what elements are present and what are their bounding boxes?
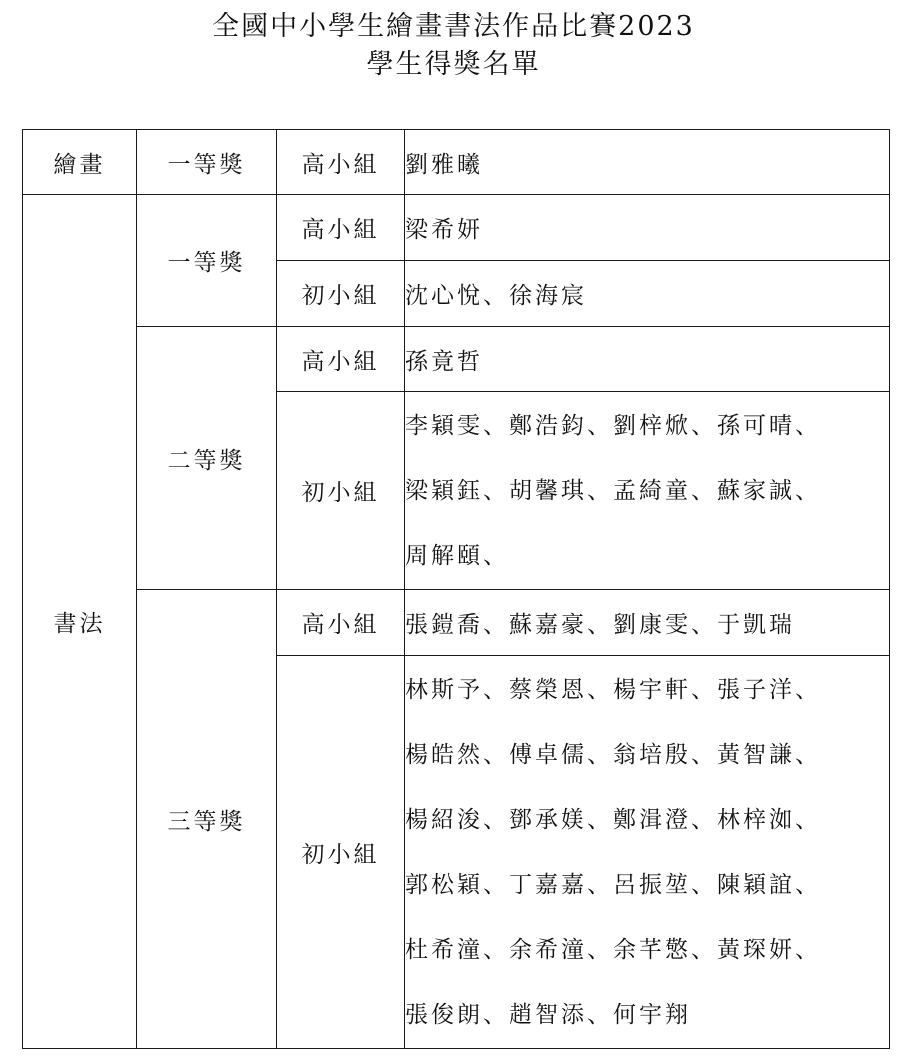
prize-calligraphy-second: 二等獎 <box>137 327 277 590</box>
name-line: 郭松穎、丁嘉嘉、呂振堃、陳穎誼、 <box>405 872 821 898</box>
table-row <box>23 590 890 656</box>
category-calligraphy: 書法 <box>23 195 137 1049</box>
table-row <box>23 130 890 195</box>
name-line: 梁穎鈺、胡馨琪、孟綺童、蘇家誠、 <box>405 478 821 504</box>
names-calligraphy-second-junior <box>405 392 890 590</box>
names-calligraphy-third-senior: 張鎧喬、蘇嘉豪、劉康雯、于凱瑞 <box>405 590 890 656</box>
table-row <box>23 195 890 261</box>
award-table <box>22 129 890 1049</box>
names-calligraphy-second-senior: 孫竟哲 <box>405 327 890 392</box>
name-line: 張俊朗、趙智添、何宇翔 <box>405 1002 691 1028</box>
category-painting: 繪畫 <box>23 130 137 195</box>
names-painting-first-senior: 劉雅曦 <box>405 130 890 195</box>
name-line: 周解頤、 <box>405 543 509 569</box>
group-calligraphy-second-junior: 初小組 <box>277 392 405 590</box>
group-calligraphy-second-senior: 高小組 <box>277 327 405 392</box>
names-calligraphy-third-junior <box>405 656 890 1049</box>
name-line: 林斯予、蔡榮恩、楊宇軒、張子洋、 <box>405 677 821 703</box>
group-calligraphy-first-senior: 高小組 <box>277 195 405 261</box>
names-calligraphy-first-senior: 梁希妍 <box>405 195 890 261</box>
group-calligraphy-first-junior: 初小組 <box>277 261 405 327</box>
name-line: 楊皓然、傅卓儒、翁培殷、黃智謙、 <box>405 742 821 768</box>
table-row <box>23 327 890 392</box>
names-calligraphy-first-junior: 沈心悅、徐海宸 <box>405 261 890 327</box>
prize-calligraphy-first: 一等獎 <box>137 195 277 327</box>
name-line: 楊紹浚、鄧承媄、鄭湒澄、林梓洳、 <box>405 807 821 833</box>
prize-painting-first: 一等獎 <box>137 130 277 195</box>
prize-calligraphy-third: 三等獎 <box>137 590 277 1049</box>
document-subtitle: 學生得獎名單 <box>366 49 541 80</box>
group-painting-senior: 高小組 <box>277 130 405 195</box>
name-line: 李穎雯、鄭浩鈞、劉梓焮、孫可晴、 <box>405 413 821 439</box>
group-calligraphy-third-senior: 高小組 <box>277 590 405 656</box>
group-calligraphy-third-junior: 初小組 <box>277 656 405 1049</box>
name-line: 杜希潼、余希潼、余芊憼、黃琛妍、 <box>405 937 821 963</box>
document-header <box>0 8 907 84</box>
document-title: 全國中小學生繪畫書法作品比賽2023 <box>212 11 695 42</box>
